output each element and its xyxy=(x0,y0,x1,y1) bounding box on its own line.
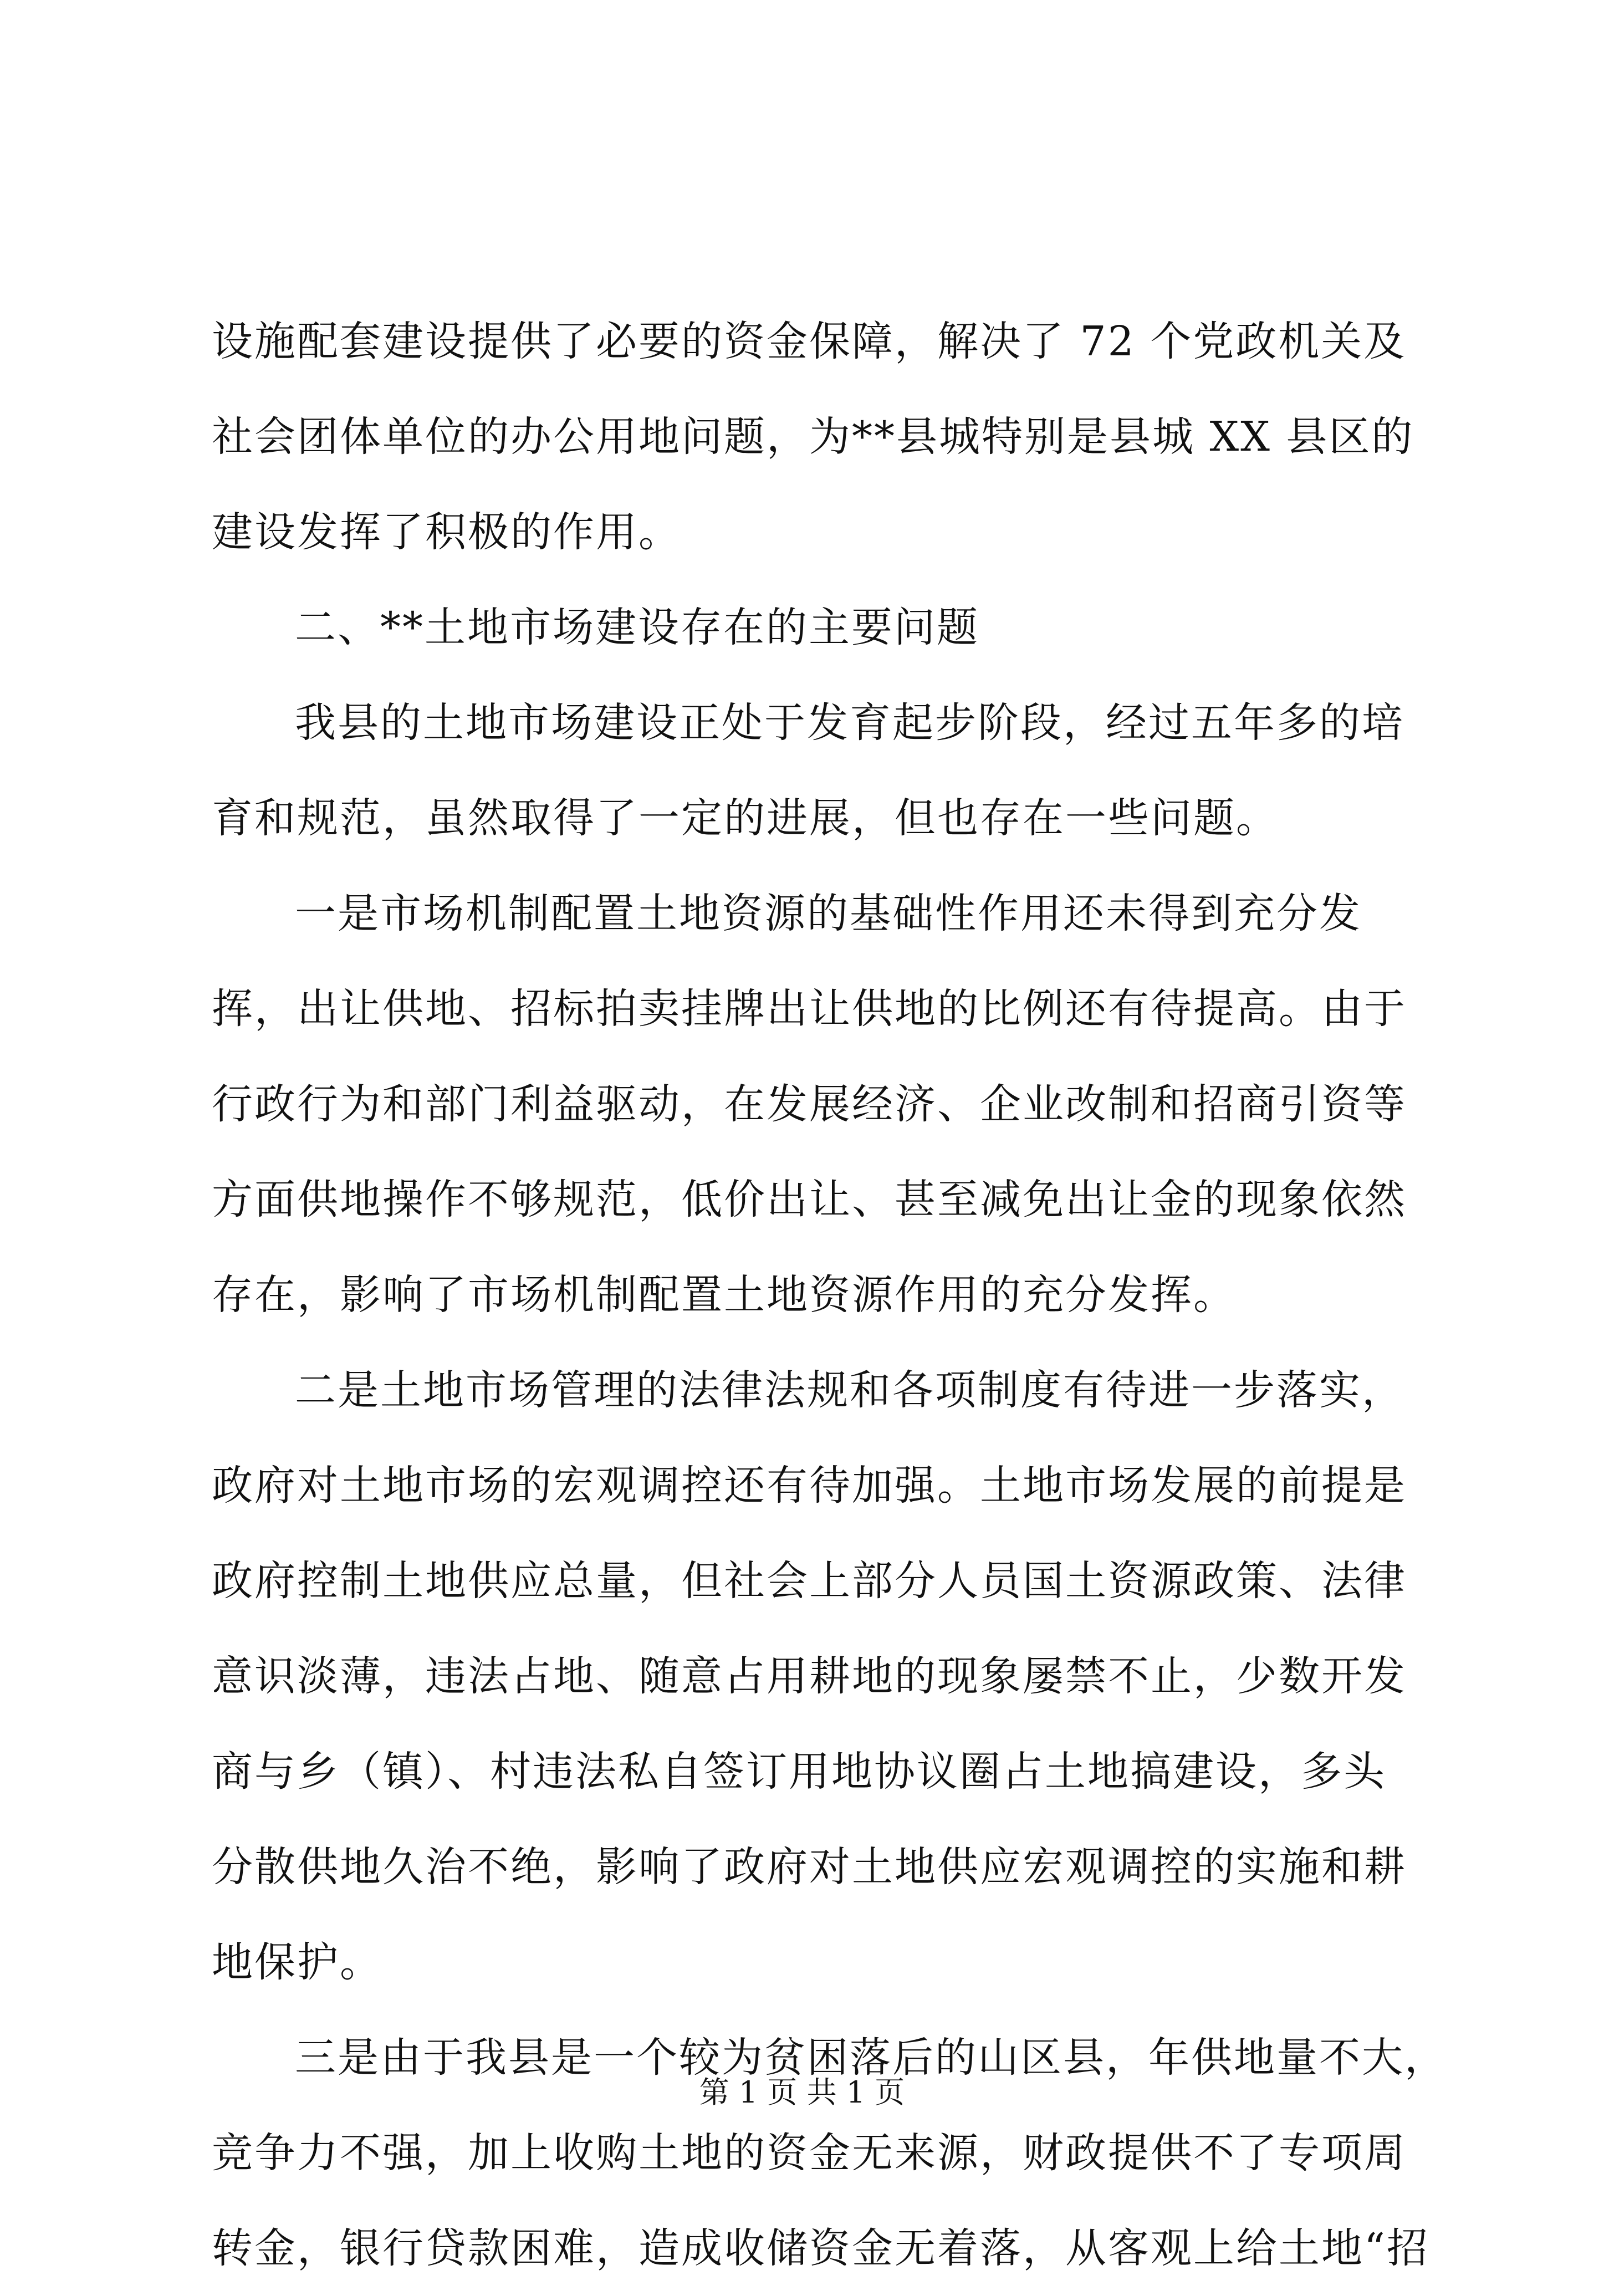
text-line: 政府控制土地供应总量，但社会上部分人员国土资源政策、法律 xyxy=(212,1557,1407,1605)
text-line: 政府对土地市场的宏观调控还有待加强。土地市场发展的前提是 xyxy=(212,1462,1407,1509)
text-line: 存在，影响了市场机制配置土地资源作用的充分发挥。 xyxy=(212,1271,1236,1319)
text-line: 三是由于我县是一个较为贫困落后的山区县，年供地量不大， xyxy=(295,2034,1447,2081)
page-footer: 第 1 页 共 1 页 xyxy=(699,2075,905,2110)
text-line: 设施配套建设提供了必要的资金保障，解决了 72 个党政机关及 xyxy=(212,318,1407,365)
text-line: 竞争力不强，加上收购土地的资金无来源，财政提供不了专项周 xyxy=(212,2129,1407,2177)
text-line: 二是土地市场管理的法律法规和各项制度有待进一步落实， xyxy=(295,1366,1404,1414)
text-line: 一是市场机制配置土地资源的基础性作用还未得到充分发 xyxy=(295,890,1362,937)
text-line: 意识淡薄，违法占地、随意占用耕地的现象屡禁不止，少数开发 xyxy=(212,1652,1407,1700)
text-line: 转金，银行贷款困难，造成收储资金无着落，从客观上给土地“招 xyxy=(212,2224,1429,2272)
text-line: 育和规范，虽然取得了一定的进展，但也存在一些问题。 xyxy=(212,794,1279,842)
section-heading: 二、**土地市场建设存在的主要问题 xyxy=(295,604,979,651)
text-line: 行政行为和部门利益驱动，在发展经济、企业改制和招商引资等 xyxy=(212,1080,1407,1128)
text-line: 社会团体单位的办公用地问题，为**县城特别是县城 XX 县区的 xyxy=(212,413,1414,461)
text-line: 地保护。 xyxy=(212,1938,382,1986)
text-line: 挥，出让供地、招标拍卖挂牌出让供地的比例还有待提高。由于 xyxy=(212,985,1407,1033)
text-line: 分散供地久治不绝，影响了政府对土地供应宏观调控的实施和耕 xyxy=(212,1843,1407,1891)
text-line: 商与乡（镇）、村违法私自签订用地协议圈占土地搞建设，多头 xyxy=(212,1748,1386,1795)
text-line: 建设发挥了积极的作用。 xyxy=(212,508,681,556)
text-line: 方面供地操作不够规范，低价出让、甚至减免出让金的现象依然 xyxy=(212,1176,1407,1223)
text-line: 我县的土地市场建设正处于发育起步阶段，经过五年多的培 xyxy=(295,699,1404,747)
document-body xyxy=(212,294,1447,2296)
